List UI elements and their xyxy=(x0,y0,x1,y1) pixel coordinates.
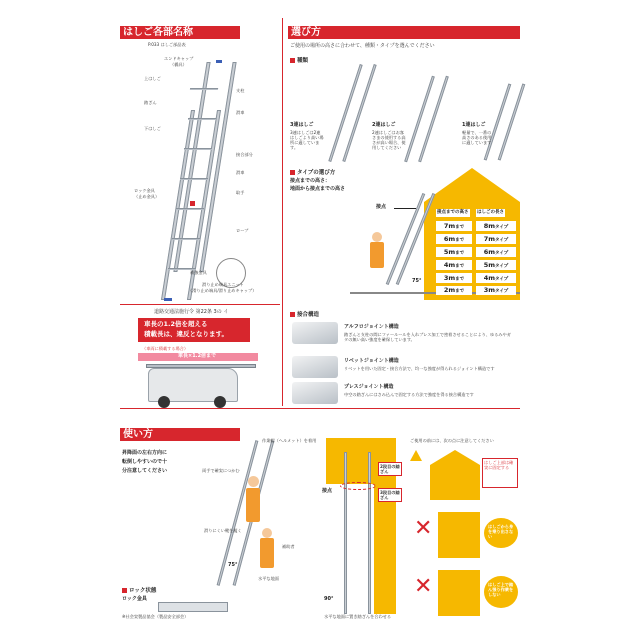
table-row: 6mタイプ xyxy=(476,247,516,257)
mid-contact: 接点 xyxy=(322,488,333,494)
use-shoes: 滑りにくい靴を履く xyxy=(204,528,242,533)
section-title-choose: 選び方 xyxy=(288,26,520,39)
wall-yellow xyxy=(326,438,396,484)
label-handle: 取手 xyxy=(236,190,245,195)
use-intro1: 昇降面の左右方向に xyxy=(122,450,168,456)
joint3-title: プレスジョイント構造 xyxy=(344,384,394,390)
choose-intro: ご使用の場所の高さに合わせて、種類・タイプを選んでください xyxy=(290,43,435,49)
helper-head-icon xyxy=(262,528,272,538)
table-row: 5mまで xyxy=(436,247,472,257)
label-pulley: 滑車 xyxy=(236,110,245,115)
law-note: （車両に積載する場合） xyxy=(142,346,189,351)
use-hold: 両手で確実につかむ xyxy=(202,468,240,473)
parts-ref: P.033 はしご部品表 xyxy=(148,42,186,47)
table-row: 6mまで xyxy=(436,234,472,244)
type-heading: タイプの選び方 xyxy=(290,168,335,176)
table-row: 7mまで xyxy=(436,221,472,231)
joint1-image xyxy=(292,322,338,344)
wheel-icon xyxy=(214,396,226,408)
law-arrow-label: 車長×1.2倍まで xyxy=(178,353,217,359)
table-row: 2mまで xyxy=(436,286,472,295)
type-q1: 接点までの高さ： xyxy=(290,178,331,184)
kind1-desc: 軽量で、一番の高さのある使用に適しています xyxy=(462,130,492,145)
kinds-heading: 種類 xyxy=(290,56,308,64)
use-intro3: 分注意してください xyxy=(122,468,168,474)
type-angle: 75° xyxy=(412,278,422,284)
wheel-icon xyxy=(158,396,170,408)
label-lower: 下はしご xyxy=(144,126,161,131)
use-footing: 水平な地面 xyxy=(258,576,279,581)
step2-label: 2段目の踏ざん xyxy=(380,464,400,474)
van-ladder-icon xyxy=(146,364,256,368)
worker-head-icon xyxy=(372,232,382,242)
label-rope: ロープ xyxy=(236,228,249,233)
kind3-desc: 3連はしごは2連はしごより高い場所に適しています。 xyxy=(290,130,324,150)
table-row: 3mまで xyxy=(436,273,472,283)
ng1-cross-icon: ✕ xyxy=(414,516,433,541)
ng1-label: はしごから身を乗り出さない xyxy=(488,524,514,539)
label-reinforce: 補強金具 xyxy=(190,270,207,275)
label-endcap-sub: （橋具） xyxy=(170,62,187,67)
joint2-image xyxy=(292,356,338,378)
joint2-desc: リベットを用いた固定・接合方法で、均一な強度が得られるジョイント構造です xyxy=(344,366,495,371)
label-lock-sub: （止め金具） xyxy=(134,194,160,199)
warn-text: ご使用の前には、次の点に注意してください xyxy=(410,438,494,443)
label-joint: 接合部分 xyxy=(236,152,253,157)
table-row: 8mタイプ xyxy=(476,221,516,231)
climber-icon xyxy=(246,488,260,522)
foot-marker-icon xyxy=(164,298,172,301)
ok-illustration xyxy=(430,450,480,500)
ng1-illustration xyxy=(438,512,480,558)
kind2-title: 2連はしご xyxy=(372,122,396,128)
wall-yellow-lower xyxy=(374,484,396,614)
contact-arrow-icon xyxy=(394,208,416,209)
type-q2: 地面から接点までの高さ xyxy=(290,186,346,192)
kind3-title: 3連はしご xyxy=(290,122,314,128)
ng2-illustration xyxy=(438,570,480,616)
label-pulley2: 滑車 xyxy=(236,170,245,175)
warning-triangle-icon xyxy=(410,450,422,461)
table-col2: はしごの長さ xyxy=(477,210,504,215)
table-row: 7mタイプ xyxy=(476,234,516,244)
copyright: ※社会実製品協会（製品安全部会） xyxy=(122,614,189,619)
worker-icon xyxy=(370,242,384,268)
lock-sub: ロック金具 xyxy=(122,596,147,602)
use-helmet: 作業帽（ヘルメット）を着用 xyxy=(262,438,317,443)
ok-label: はしご上部は確実に固定する xyxy=(484,460,514,470)
helper-icon xyxy=(260,538,274,568)
use-angle: 75° xyxy=(228,562,238,568)
mid-angle: 90° xyxy=(324,596,334,602)
ng2-cross-icon: ✕ xyxy=(414,574,433,599)
table-row: 3mタイプ xyxy=(476,286,516,295)
label-upper: 上はしご xyxy=(144,76,161,81)
use-helper: 補助者 xyxy=(282,544,295,549)
kind2-desc: 2連はしごはお客さまの使用する高さが高い場合、使用してください xyxy=(372,130,406,150)
label-endcap: エンドキャップ xyxy=(164,56,194,61)
lock-heading: ロック状態 xyxy=(122,586,156,594)
section-title-use: 使い方 xyxy=(120,428,240,441)
mid-footnote: 水平な地面に置き踏ざんを合わせる xyxy=(324,614,392,619)
contact-ellipse xyxy=(340,482,376,490)
kind1-title: 1連はしご xyxy=(462,122,486,128)
table-row: 4mまで xyxy=(436,260,472,270)
table-row: 4mタイプ xyxy=(476,273,516,283)
catalog-page xyxy=(118,18,522,622)
label-nonslip-sub: （滑り止め端具/滑り止めキャップ） xyxy=(188,288,257,293)
use-intro2: 転倒しやすいので十 xyxy=(122,459,168,465)
joint2-title: リベットジョイント構造 xyxy=(344,358,399,364)
table-col1: 接点までの高さ xyxy=(437,210,469,215)
law-line1: 車長の1.2倍を超える xyxy=(144,320,208,328)
law-line2: 積載長は、違反となります。 xyxy=(144,330,228,338)
table-row: 5mタイプ xyxy=(476,260,516,270)
label-post: 支柱 xyxy=(236,88,245,93)
section-title-parts: はしご各部名称 xyxy=(120,26,240,39)
joint-heading: 接合構造 xyxy=(290,310,319,318)
joint3-desc: 中空の踏ざんにはさみ込んで固定する方法で強度を得る接合構造です xyxy=(344,392,474,397)
label-nonslip: 滑り止め端具ユニット xyxy=(202,282,244,287)
joint1-title: アルフロジョイント構造 xyxy=(344,324,399,330)
label-lock: ロック金具 xyxy=(134,188,155,193)
lock-marker-icon xyxy=(190,201,195,206)
climber-head-icon xyxy=(248,476,259,487)
lock-image xyxy=(158,602,228,612)
step3-label: 3段目の踏ざん xyxy=(380,490,400,500)
joint1-desc: 踏ざんと支柱の間にファールールを入れプレス加工で密着させることにより、ゆるみやガタの無い高い強度を確保しています。 xyxy=(344,332,511,342)
label-rung: 踏ざん xyxy=(144,100,157,105)
contact-label: 接点 xyxy=(376,204,387,210)
ng2-label: はしご上で踏ん張り作業をしない xyxy=(488,582,514,597)
joint3-image xyxy=(292,382,338,404)
law-title: 道路交通法施行令 第22条 3の イ xyxy=(154,309,229,315)
endcap-marker-icon xyxy=(216,60,222,63)
